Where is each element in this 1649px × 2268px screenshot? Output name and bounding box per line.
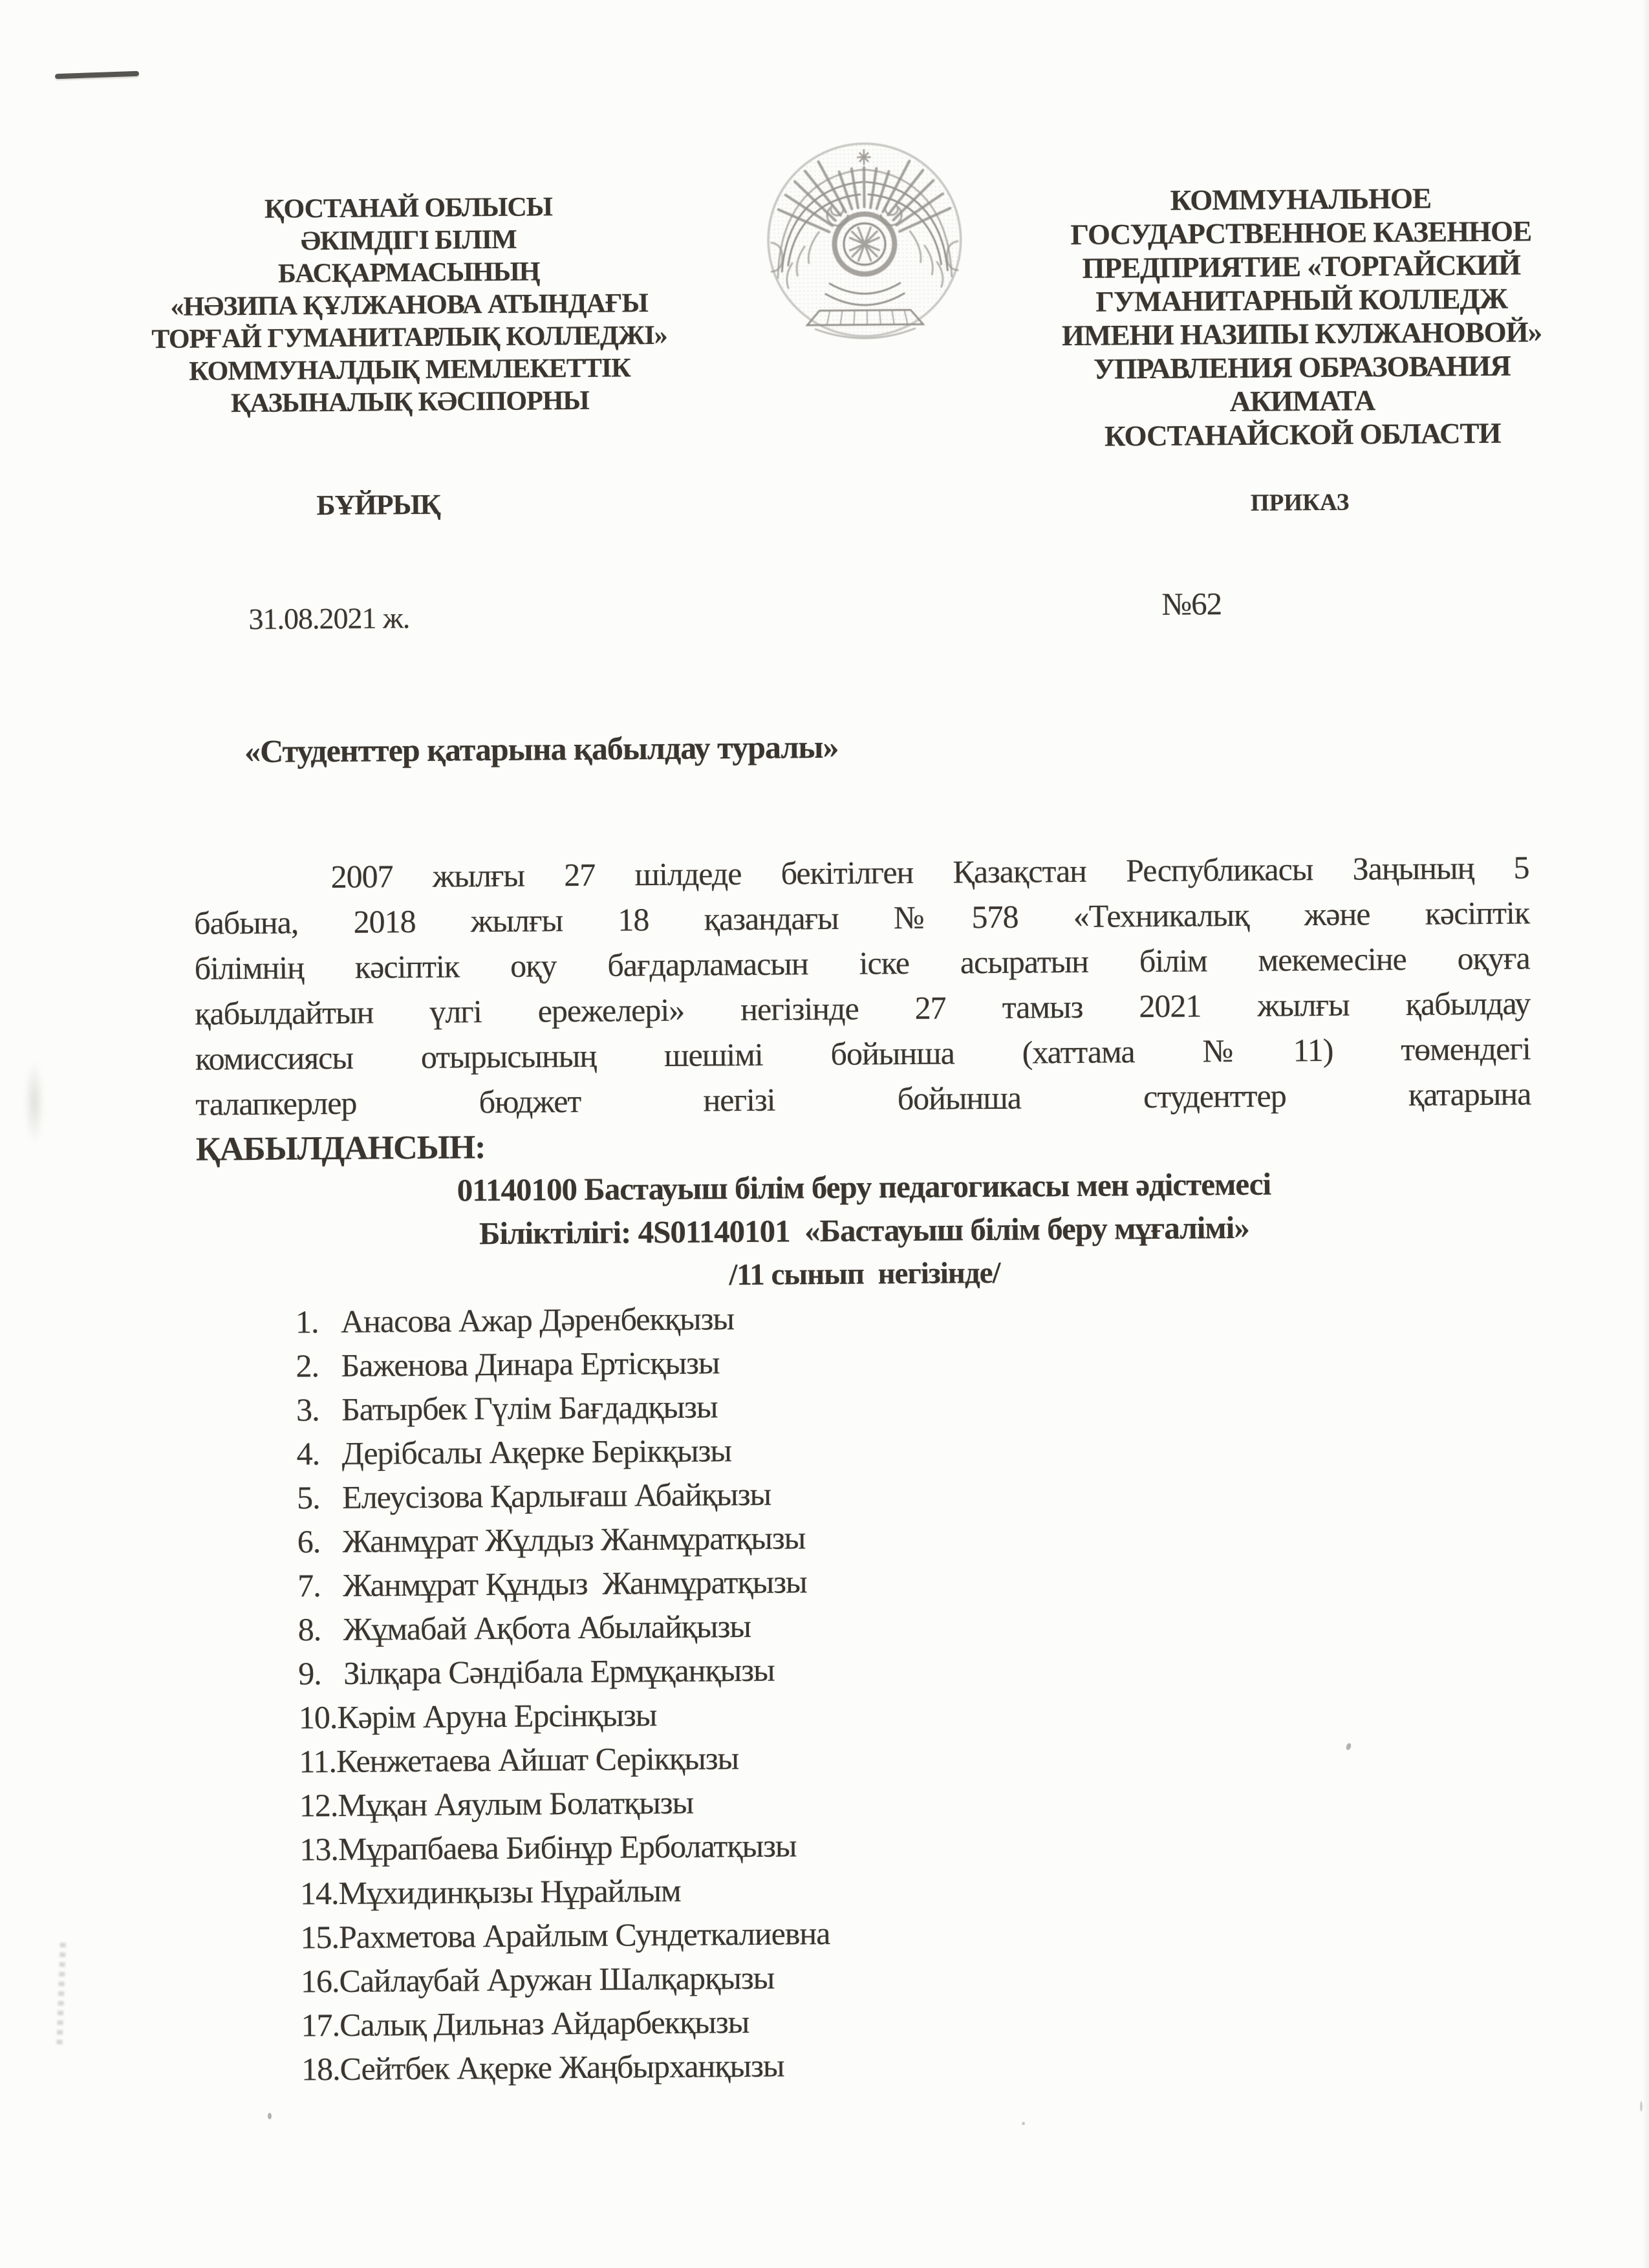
paragraph-line: қабылдайтын үлгі ережелері» негізінде 27 тамыз 2021 жылғы қабылдау bbox=[195, 985, 1531, 1032]
qualification-line: Біліктілігі: 4S01140101 «Бастауыш білім беру мұғалімі» bbox=[479, 1209, 1250, 1252]
org-name-russian-line: ИМЕНИ НАЗИПЫ КУЛЖАНОВОЙ» bbox=[1061, 316, 1542, 352]
org-name-kazakh-line: ӘКІМДІГІ БІЛІМ bbox=[300, 224, 517, 257]
paragraph-line: 2007 жылғы 27 шілдеде бекітілген Қазақстан Республикасы Заңының 5 bbox=[330, 849, 1529, 895]
student-list-item: 10.Кәрім Аруна Ерсінқызы bbox=[298, 1696, 657, 1736]
org-name-russian-line: ПРЕДПРИЯТИЕ «ТОРГАЙСКИЙ bbox=[1082, 248, 1521, 284]
body-paragraph bbox=[193, 846, 1531, 1128]
order-number: №62 bbox=[1161, 586, 1222, 622]
student-list-item: 4. Дерібсалы Ақерке Берікқызы bbox=[296, 1432, 732, 1472]
student-list-item: 5. Елеусізова Қарлығаш Абайқызы bbox=[296, 1475, 771, 1516]
org-name-kazakh-line: «НӘЗИПА ҚҰЛЖАНОВА АТЫНДАҒЫ bbox=[170, 288, 648, 322]
order-body bbox=[193, 846, 1538, 2093]
order-label-kazakh: БҰЙРЫҚ bbox=[316, 488, 440, 522]
document-title: «Студенттер қатарына қабылдау туралы» bbox=[244, 728, 839, 770]
org-name-russian-line: КОСТАНАЙСКОЙ ОБЛАСТИ bbox=[1104, 416, 1501, 453]
student-list-item: 1. Анасова Ажар Дәренбекқызы bbox=[295, 1300, 735, 1340]
org-name-russian-line: УПРАВЛЕНИЯ ОБРАЗОВАНИЯ bbox=[1093, 349, 1511, 385]
org-name-kazakh-line: ТОРҒАЙ ГУМАНИТАРЛЫҚ КОЛЛЕДЖІ» bbox=[151, 320, 667, 355]
org-name-russian-line: ГОСУДАРСТВЕННОЕ КАЗЕННОЕ bbox=[1070, 215, 1532, 251]
order-date: 31.08.2021 ж. bbox=[248, 601, 410, 636]
org-name-kazakh bbox=[146, 190, 672, 420]
student-list-item: 17.Салық Дильназ Айдарбекқызы bbox=[301, 2003, 749, 2044]
student-list-item: 6. Жанмұрат Жұлдыз Жанмұратқызы bbox=[297, 1519, 806, 1560]
paragraph-line: талапкерлер бюджет негізі бойынша студенттер қатарына bbox=[195, 1075, 1531, 1122]
program-line: 01140100 Бастауыш білім беру педагогикасы мен әдістемесі bbox=[457, 1166, 1271, 1208]
student-list-item: 14.Мұхидинқызы Нұрайлым bbox=[299, 1872, 681, 1912]
paragraph-line: бабына, 2018 жылғы 18 қазандағы №578 «Техникалық және кәсіптік bbox=[193, 894, 1530, 941]
org-name-russian-line: АКИМАТА bbox=[1229, 384, 1375, 418]
student-list-item: 7. Жанмұрат Құндыз Жанмұратқызы bbox=[297, 1563, 807, 1604]
student-list-item: 2. Баженова Динара Ертісқызы bbox=[296, 1344, 720, 1384]
student-list-item: 11.Кенжетаева Айшат Серікқызы bbox=[299, 1740, 739, 1780]
org-name-russian-line: КОММУНАЛЬНОЕ bbox=[1170, 182, 1432, 217]
resolution-heading: ҚАБЫЛДАНСЫН: bbox=[195, 1129, 486, 1168]
org-name-kazakh-line: БАСҚАРМАСЫНЫҢ bbox=[277, 257, 540, 289]
student-list-item: 12.Мұқан Аяулым Болатқызы bbox=[299, 1784, 694, 1824]
org-name-kazakh-line: ҚОСТАНАЙ ОБЛЫСЫ bbox=[264, 192, 553, 224]
student-list bbox=[197, 1292, 1539, 2093]
org-name-kazakh-line: ҚАЗЫНАЛЫҚ КӘСІПОРНЫ bbox=[230, 385, 589, 419]
student-list-item: 13.Мұрапбаева Бибінұр Ерболатқызы bbox=[299, 1827, 797, 1868]
student-list-item: 15.Рахметова Арайлым Сундеткалиевна bbox=[300, 1914, 830, 1956]
basis-line: /11 сынып негізінде/ bbox=[729, 1256, 1000, 1292]
student-list-item: 16.Сайлаубай Аружан Шалқарқызы bbox=[300, 1959, 775, 2000]
order-label-russian: ПРИКАЗ bbox=[1250, 489, 1350, 517]
org-name-russian bbox=[993, 180, 1610, 453]
paragraph-line: комиссиясы отырысының шешімі бойынша (хаттама №11) төмендегі bbox=[195, 1030, 1531, 1077]
student-list-item: 18.Сейтбек Ақерке Жаңбырханқызы bbox=[301, 2047, 784, 2088]
kazakhstan-emblem-icon bbox=[760, 140, 969, 348]
paragraph-line: білімнің кәсіптік оқу бағдарламасын іске асыратын білім мекемесіне оқуға bbox=[194, 939, 1530, 987]
org-name-russian-line: ГУМАНИТАРНЫЙ КОЛЛЕДЖ bbox=[1095, 282, 1508, 318]
student-list-item: 3. Батырбек Гүлім Бағдадқызы bbox=[296, 1388, 718, 1428]
org-name-kazakh-line: КОММУНАЛДЫҚ МЕМЛЕКЕТТІК bbox=[189, 353, 630, 387]
student-list-item: 9. Зілқара Сәндібала Ермұқанқызы bbox=[298, 1651, 775, 1692]
student-list-item: 8. Жұмабай Ақбота Абылайқызы bbox=[297, 1607, 751, 1648]
